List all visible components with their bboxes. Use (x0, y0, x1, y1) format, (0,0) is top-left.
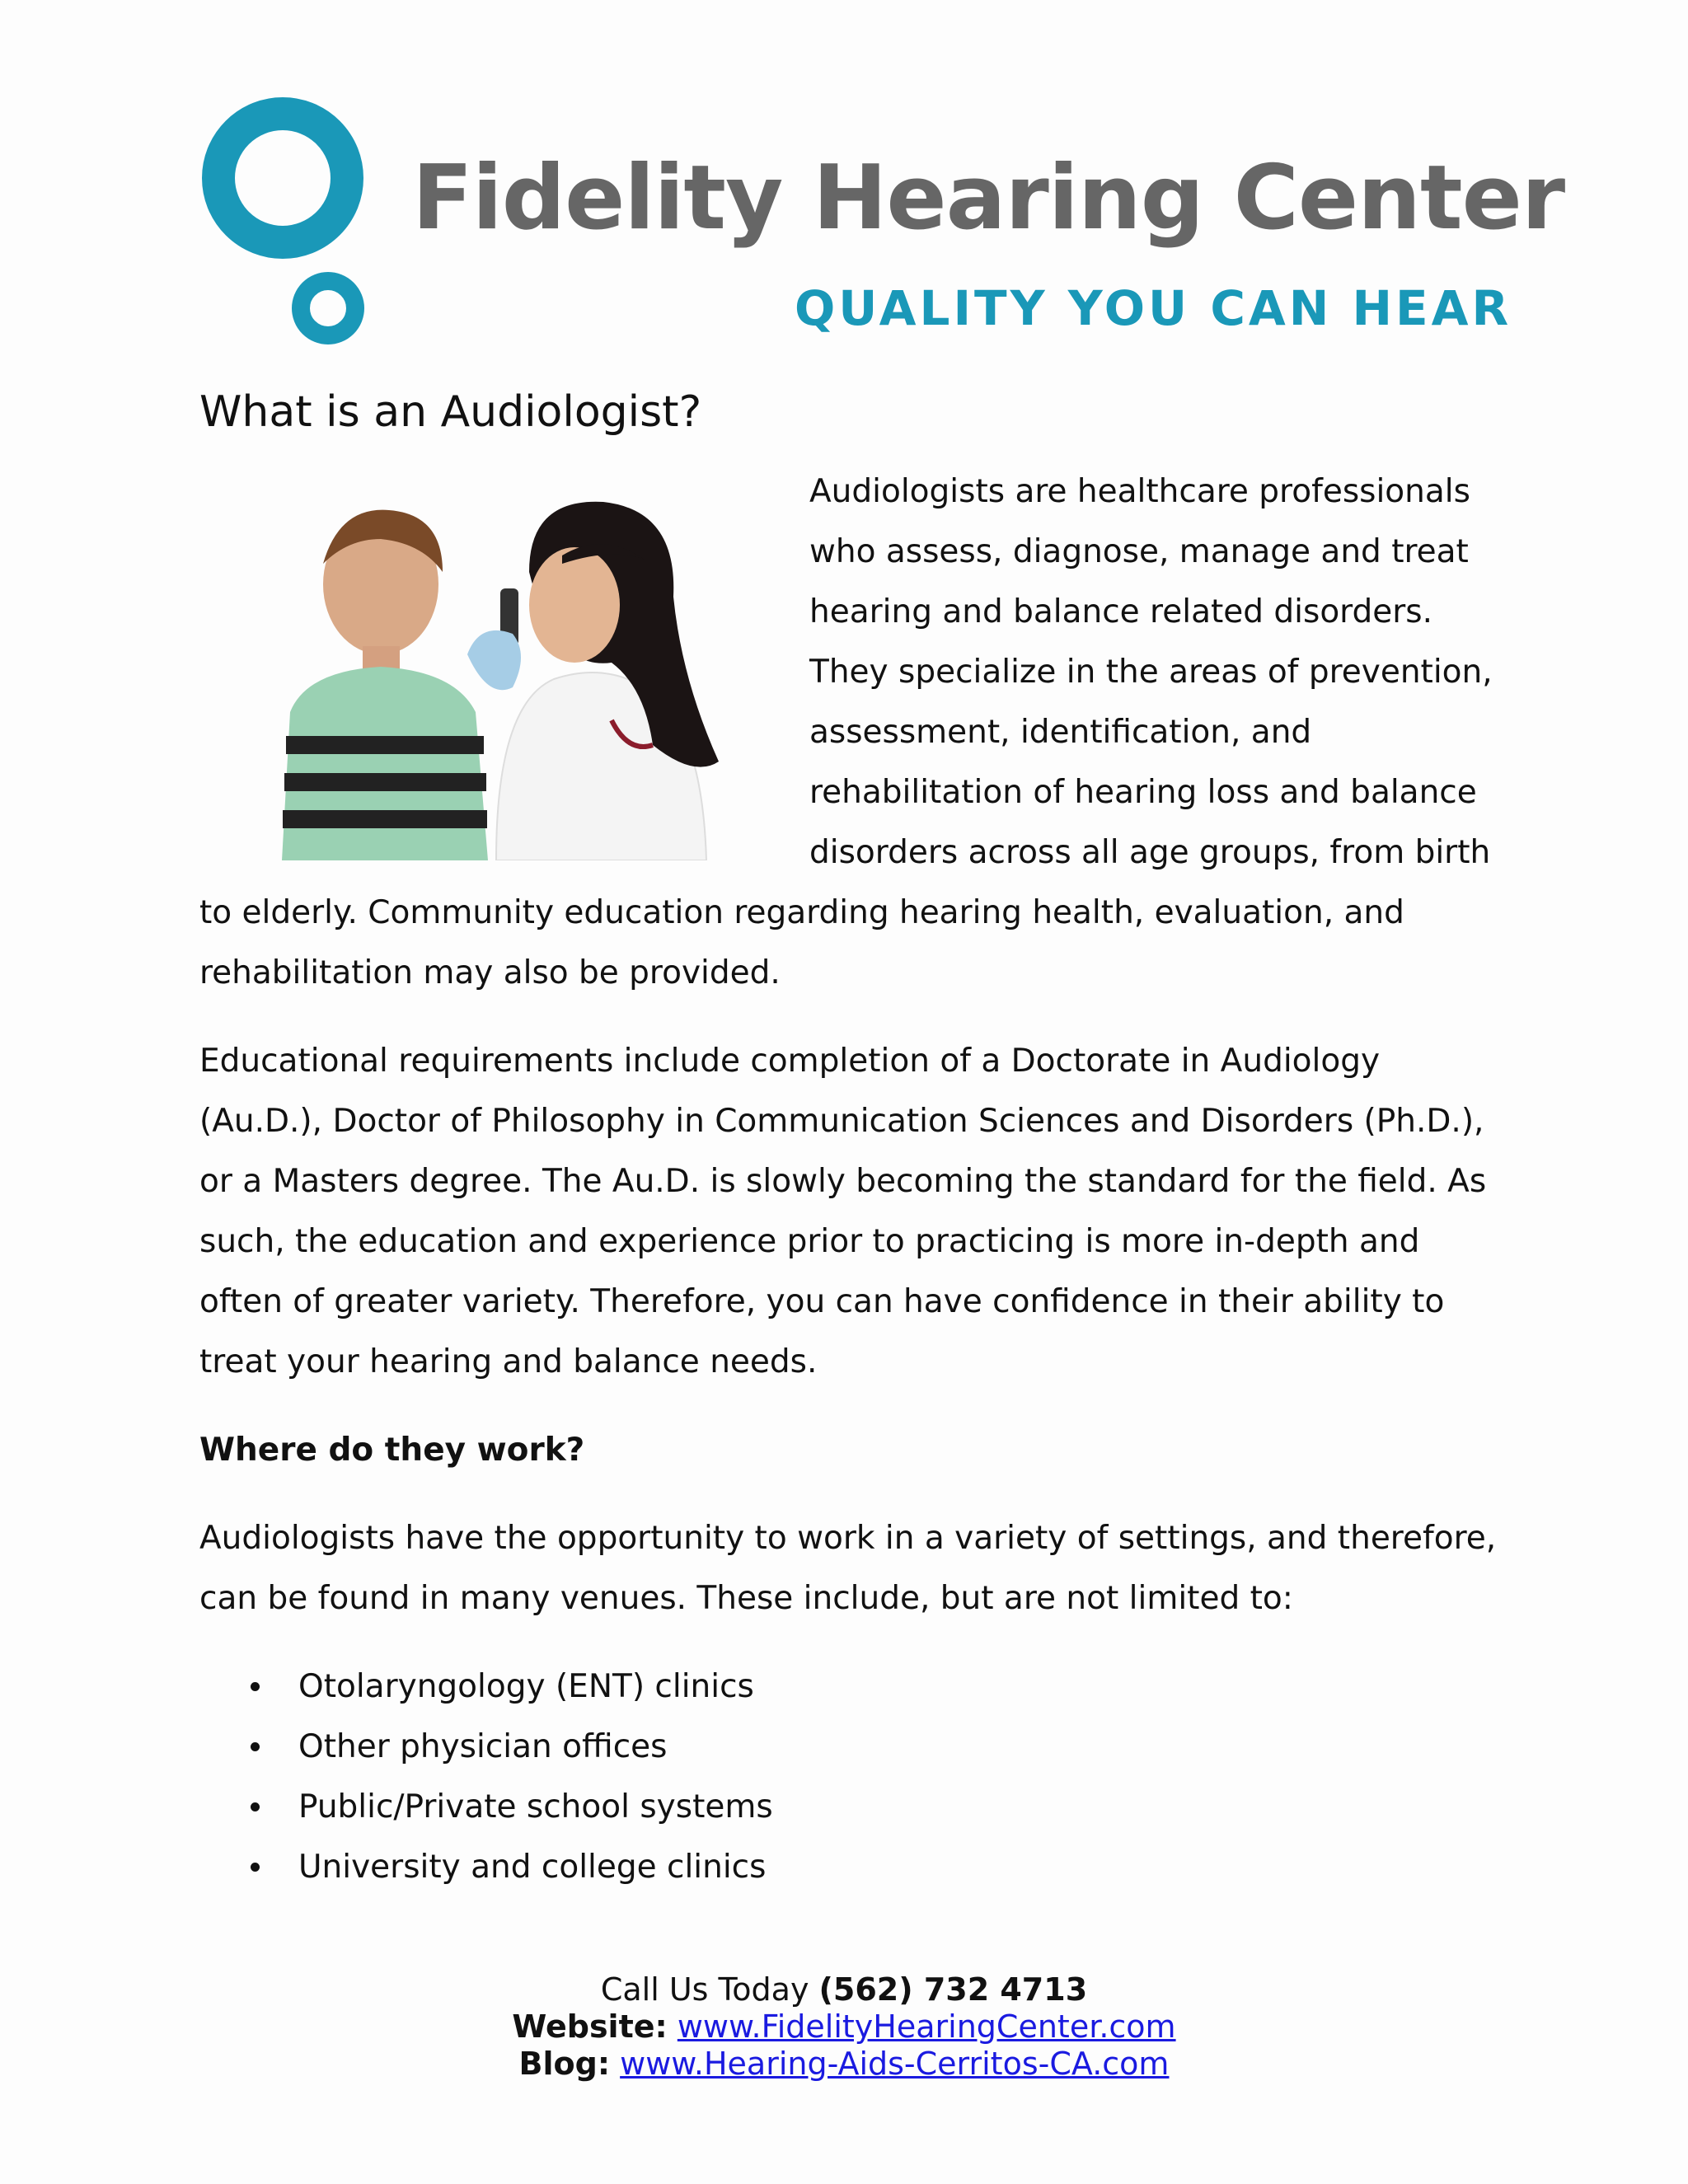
website-label: Website: (512, 2008, 668, 2045)
blog-line (0, 2046, 1688, 2083)
venue-list (199, 1657, 1502, 1897)
list-item: Otolaryngology (ENT) clinics (199, 1657, 1502, 1717)
intro-section (199, 462, 1502, 1003)
phone-number[interactable]: (562) 732 4713 (818, 1971, 1088, 2008)
education-paragraph: Educational requirements include completion of a Doctorate in Audiology (Au.D.), Doctor of Philosophy in Communication Sciences and Disorders (Ph.D.), or a Masters degree. The Au.D. is slowly becoming the standard for the field. As such, the education and experience prior to practicing is more in-depth and often of greater variety. Therefore, you can have confidence in their ability to treat your hearing and balance needs. (199, 1043, 1487, 1380)
website-link[interactable]: www.FidelityHearingCenter.com (677, 2008, 1176, 2045)
brand-tagline: QUALITY YOU CAN HEAR (795, 280, 1512, 336)
article (199, 379, 1502, 1897)
footer (0, 1971, 1688, 2083)
list-item: University and college clinics (199, 1837, 1502, 1897)
audiologist-exam-photo (199, 476, 809, 864)
call-line (0, 1971, 1688, 2008)
website-line (0, 2008, 1688, 2046)
where-heading: Where do they work? (199, 1432, 585, 1469)
blog-link[interactable]: www.Hearing-Aids-Cerritos-CA.com (620, 2046, 1170, 2082)
page-title: What is an Audiologist? (199, 387, 702, 437)
call-label: Call Us Today (600, 1971, 819, 2008)
list-item: Other physician offices (199, 1717, 1502, 1777)
list-item: Public/Private school systems (199, 1777, 1502, 1837)
brand-name: Fidelity Hearing Center (412, 147, 1565, 250)
intro-paragraph: Audiologists are healthcare professionals who assess, diagnose, manage and treat hearing and balance related disorders. They specialize in the areas of prevention, assessment, identification, and rehabilitation of hearing loss and balance disorders across all age groups, from birth to elderly. Community education regarding hearing health, evaluation, and rehabilitation may also be provided. (199, 473, 1493, 991)
where-paragraph: Audiologists have the opportunity to work in a variety of settings, and therefore, can be found in many venues. These include, but are not limited to: (199, 1520, 1497, 1617)
blog-label: Blog: (518, 2046, 611, 2082)
